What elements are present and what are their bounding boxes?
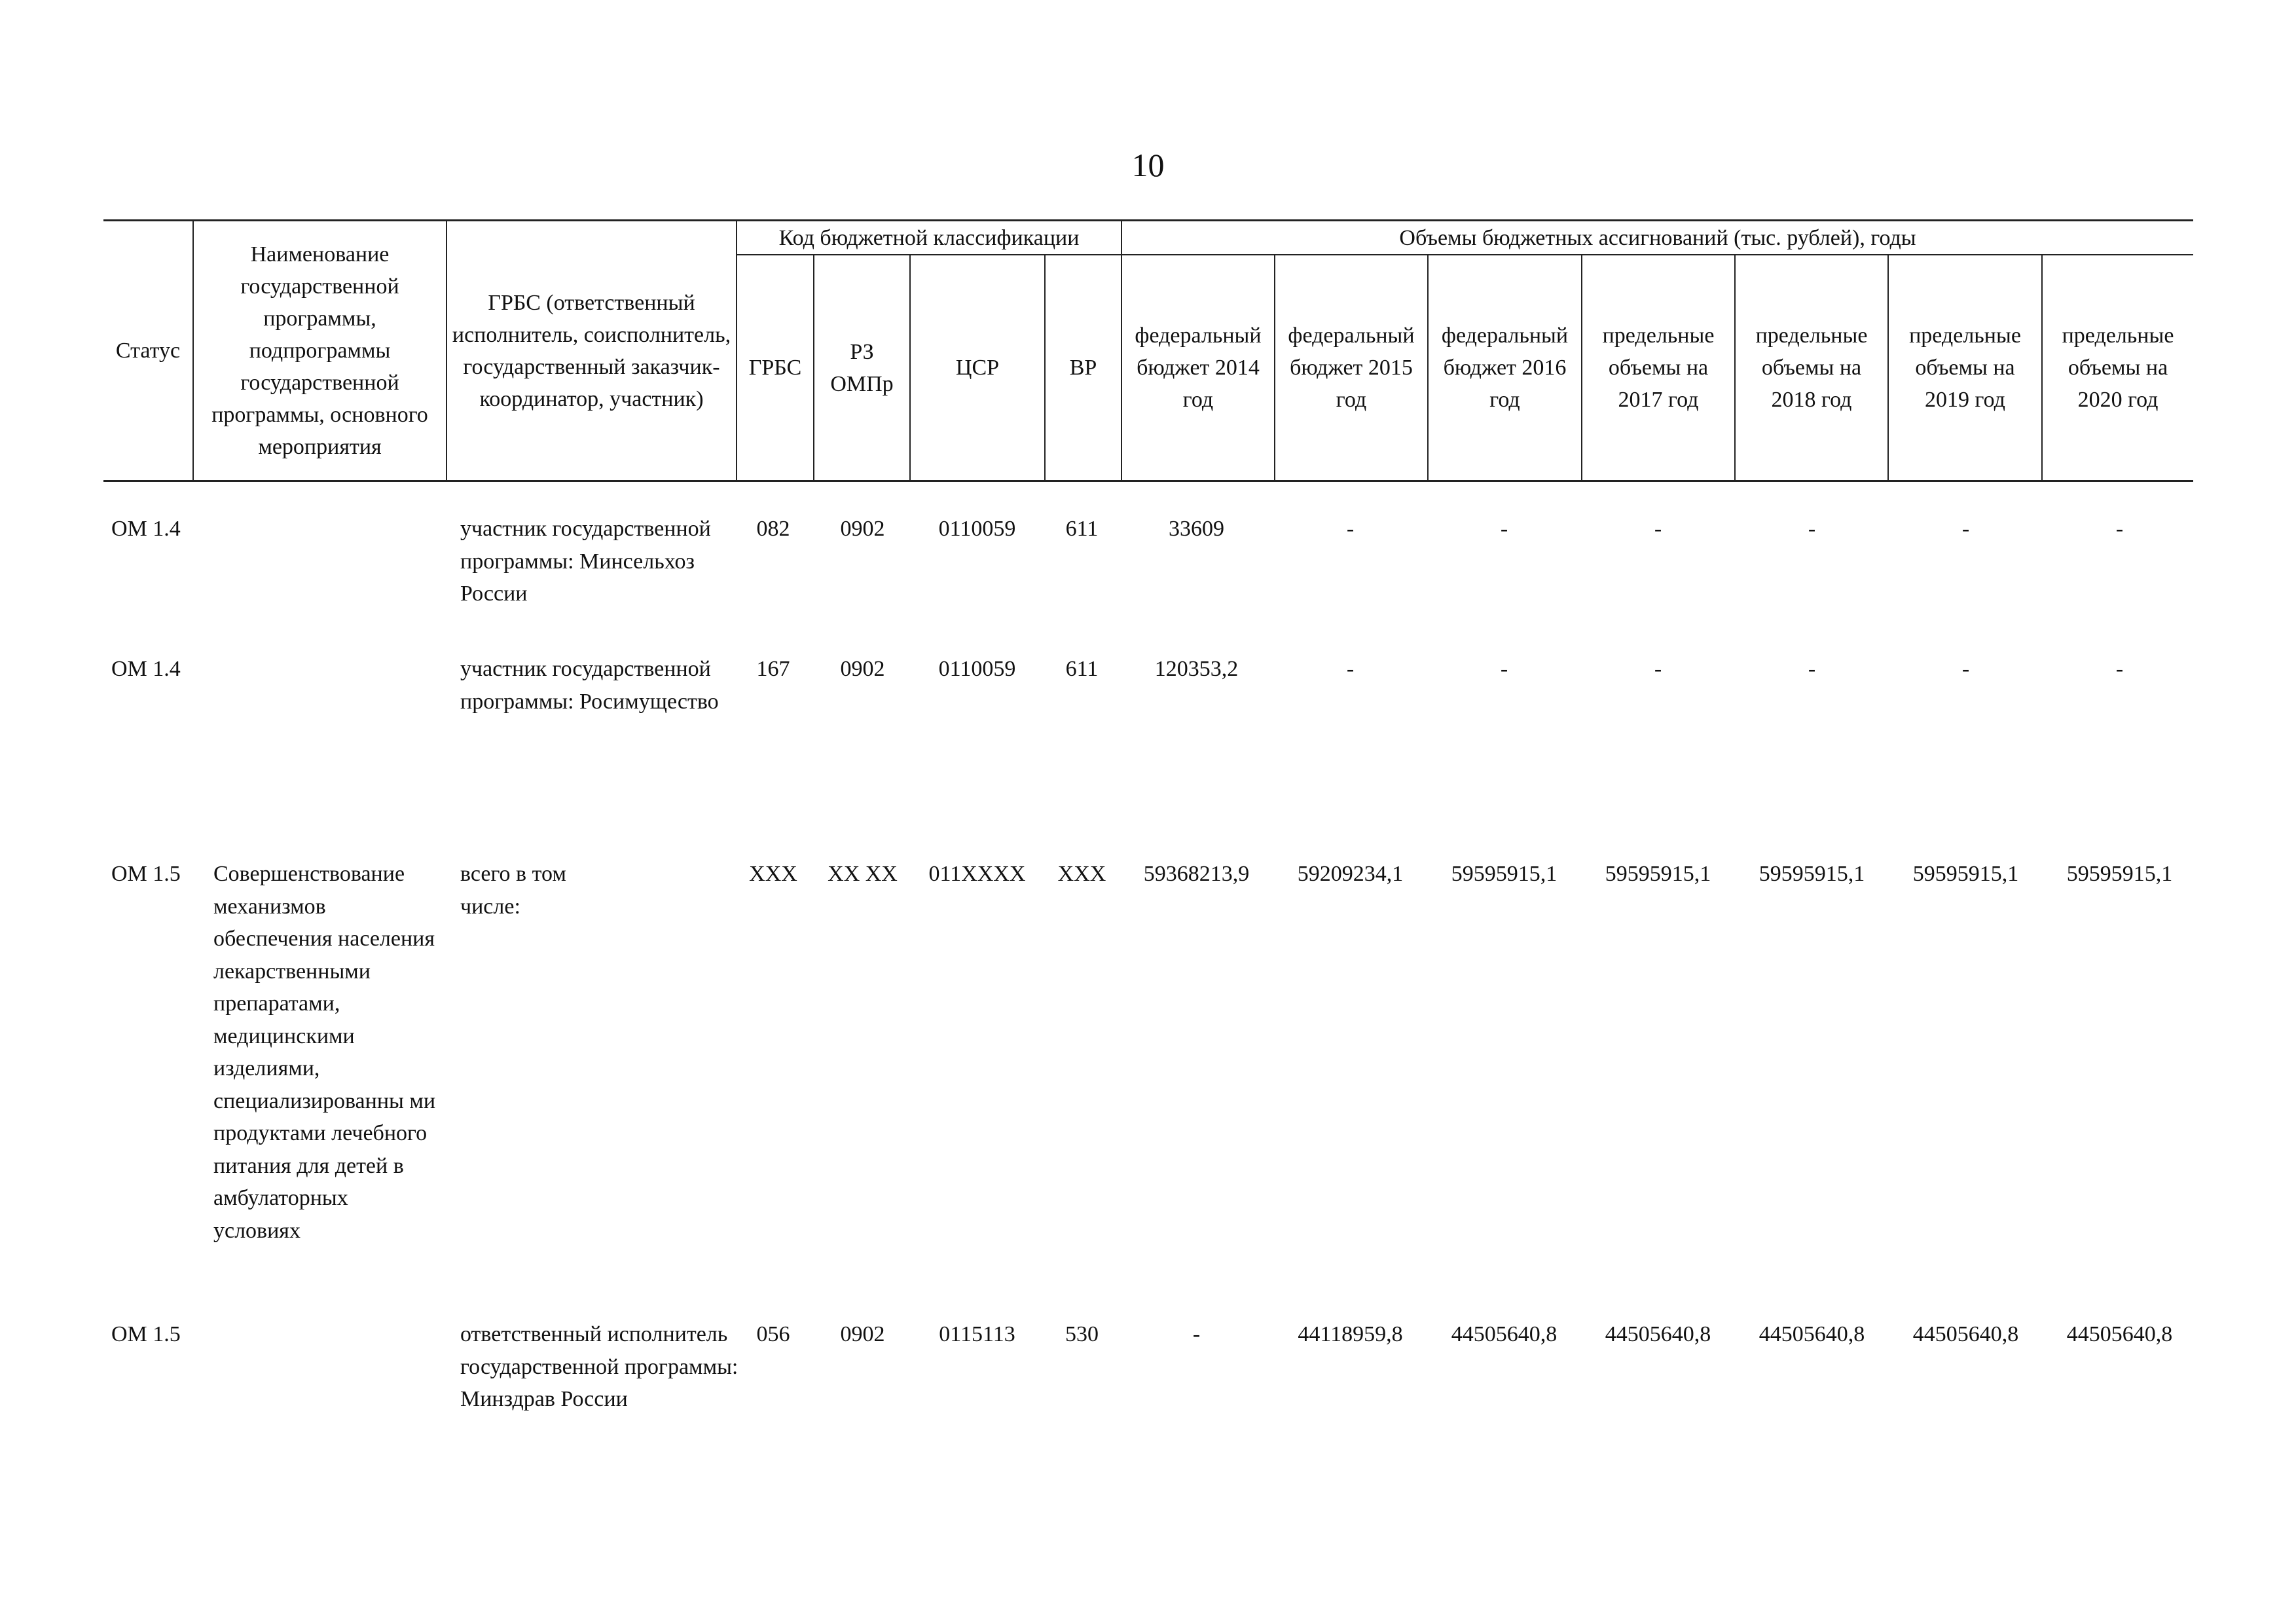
row-code-vr: 611 xyxy=(1065,517,1099,541)
row-value-2019: 59595915,1 xyxy=(1912,862,2019,886)
row-grbs: участник государственной программы: Росимущество xyxy=(460,657,719,714)
row-code-rz: 0902 xyxy=(840,657,885,681)
row-code-grbs: 082 xyxy=(756,517,790,541)
row-code-grbs: 056 xyxy=(756,1322,790,1346)
row-value-2014: 59368213,9 xyxy=(1143,862,1250,886)
row-value-2016: 44505640,8 xyxy=(1451,1322,1558,1346)
row-code-csr: 0110059 xyxy=(938,657,1016,681)
row-value-2014: 33609 xyxy=(1169,517,1224,541)
row-code-csr: 011ХХХХ xyxy=(928,862,1026,886)
row-value-2019: - xyxy=(1961,657,1970,681)
row-value-2018: 44505640,8 xyxy=(1758,1322,1865,1346)
header-year-2019: предельные объемы на 2019 год xyxy=(1888,255,2042,481)
row-value-2020: 59595915,1 xyxy=(2066,862,2173,886)
header-code-grbs: ГРБС xyxy=(737,255,814,481)
row-value-2015: - xyxy=(1346,657,1355,681)
row-value-2016: - xyxy=(1500,657,1508,681)
row-code-vr: ХХХ xyxy=(1057,862,1106,886)
row-value-2015: - xyxy=(1346,517,1355,541)
header-name: Наименование государственной программы, подпрограммы государственной программы, основного мероприятия xyxy=(193,221,446,481)
header-year-2017: предельные объемы на 2017 год xyxy=(1582,255,1735,481)
row-status: ОМ 1.5 xyxy=(111,862,181,886)
row-value-2015: 59209234,1 xyxy=(1297,862,1404,886)
row-value-2017: 59595915,1 xyxy=(1605,862,1711,886)
row-grbs: ответственный исполнитель государственной программы: Минздрав России xyxy=(460,1322,738,1411)
row-value-2014: - xyxy=(1192,1322,1201,1346)
row-status: ОМ 1.5 xyxy=(111,1322,181,1346)
row-status: ОМ 1.4 xyxy=(111,517,181,541)
header-year-2015: федеральный бюджет 2015 год xyxy=(1275,255,1428,481)
row-code-grbs: 167 xyxy=(756,657,790,681)
row-value-2019: - xyxy=(1961,517,1970,541)
row-code-grbs: ХХХ xyxy=(749,862,797,886)
row-grbs: всего в том числе: xyxy=(460,862,566,919)
row-code-csr: 0110059 xyxy=(938,517,1016,541)
header-code-group: Код бюджетной классификации xyxy=(737,221,1121,255)
row-value-2016: - xyxy=(1500,517,1508,541)
budget-table-header xyxy=(103,219,2193,482)
header-status: Статус xyxy=(103,221,193,481)
row-value-2020: 44505640,8 xyxy=(2066,1322,2173,1346)
row-code-vr: 611 xyxy=(1065,657,1099,681)
header-year-2020: предельные объемы на 2020 год xyxy=(2042,255,2193,481)
row-value-2016: 59595915,1 xyxy=(1451,862,1558,886)
row-value-2020: - xyxy=(2115,517,2124,541)
header-year-2018: предельные объемы на 2018 год xyxy=(1735,255,1888,481)
header-code-vr: ВР xyxy=(1045,255,1121,481)
header-grbs-responsible: ГРБС (ответственный исполнитель, соисполнитель, государственный заказчик-координатор, участник) xyxy=(446,221,737,481)
row-code-rz: ХХ ХХ xyxy=(828,862,898,886)
row-status: ОМ 1.4 xyxy=(111,657,181,681)
row-value-2015: 44118959,8 xyxy=(1298,1322,1403,1346)
row-code-rz: 0902 xyxy=(840,1322,885,1346)
header-year-2014: федеральный бюджет 2014 год xyxy=(1121,255,1275,481)
header-volumes-group: Объемы бюджетных ассигнований (тыс. рублей), годы xyxy=(1121,221,2193,255)
row-value-2020: - xyxy=(2115,657,2124,681)
row-value-2017: 44505640,8 xyxy=(1605,1322,1711,1346)
row-value-2018: - xyxy=(1808,517,1816,541)
page-number: 10 xyxy=(1131,147,1165,183)
row-value-2017: - xyxy=(1654,517,1662,541)
row-name: Совершенствование механизмов обеспечения населения лекарственными препаратами, медицинскими изделиями, специализированны ми продуктами лечебного питания для детей в амбулаторных условиях xyxy=(213,862,436,1243)
header-code-rz: РЗ ОМПр xyxy=(814,255,910,481)
row-value-2018: - xyxy=(1808,657,1816,681)
row-code-rz: 0902 xyxy=(840,517,885,541)
row-value-2017: - xyxy=(1654,657,1662,681)
header-year-2016: федеральный бюджет 2016 год xyxy=(1428,255,1582,481)
row-code-csr: 0115113 xyxy=(939,1322,1015,1346)
row-value-2018: 59595915,1 xyxy=(1758,862,1865,886)
header-code-csr: ЦСР xyxy=(910,255,1045,481)
row-value-2014: 120353,2 xyxy=(1154,657,1239,681)
row-code-vr: 530 xyxy=(1065,1322,1099,1346)
row-value-2019: 44505640,8 xyxy=(1912,1322,2019,1346)
row-grbs: участник государственной программы: Минсельхоз России xyxy=(460,517,711,606)
